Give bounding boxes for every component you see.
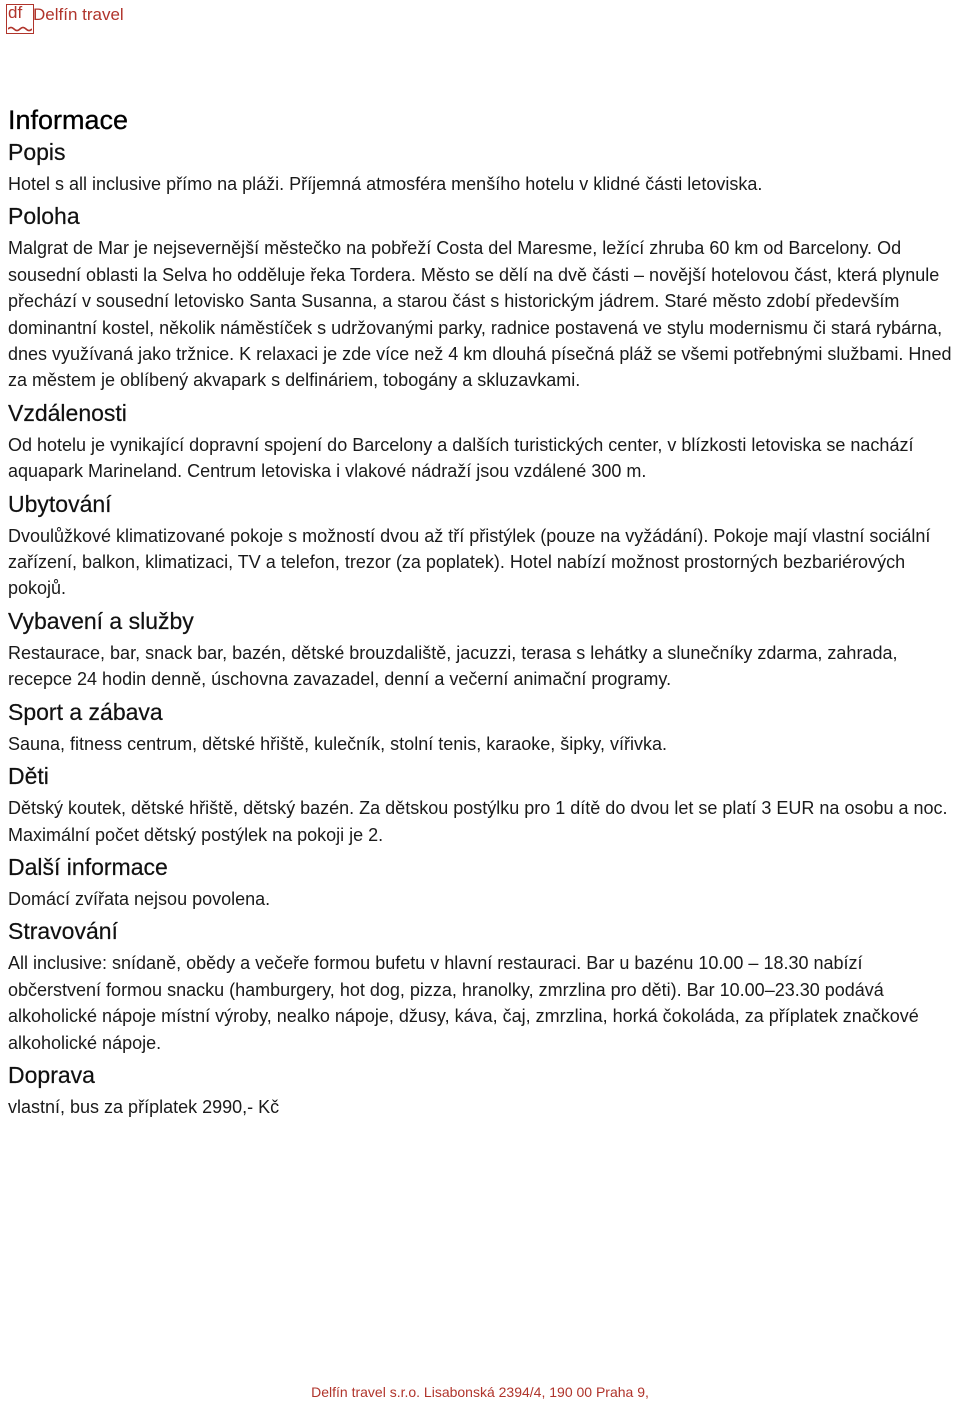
section-text: Dvoulůžkové klimatizované pokoje s možností dvou až tří přistýlek (pouze na vyžádání). Pokoje mají vlastní sociální zařízení, balkon, klimatizaci, TV a telefon, trezor (za poplatek). Hotel nabízí možnost prostorných bezbariérových pokojů. — [8, 525, 931, 599]
brand-name[interactable]: Delfín travel — [33, 5, 124, 24]
section-text: All inclusive: snídaně, obědy a večeře formou bufetu v hlavní restauraci. Bar u bazénu 10.00 – 18.30 nabízí občerstvení formou snacku (hamburgery, hot dog, pizza, hranolky, zmrzlina pro děti). Bar 10.00–23.30 podává alkoholické nápoje místní výroby, nealko nápoje, džusy, káva, čaj, zmrzlina, horká čokoláda, za příplatek značkové alkoholické nápoje. — [8, 953, 919, 1053]
section-text: Od hotelu je vynikající dopravní spojení do Barcelony a dalších turistických center, v blízkosti letoviska se nachází aquapark Marineland. Centrum letoviska i vlakové nádraží jsou vzdálené 300 m. — [8, 434, 914, 482]
delfin-logo[interactable] — [6, 4, 34, 34]
section-text: Sauna, fitness centrum, dětské hřiště, kulečník, stolní tenis, karaoke, šipky, vířivka. — [8, 733, 667, 754]
section-sport — [8, 697, 960, 757]
section-text: vlastní, bus za příplatek 2990,- Kč — [8, 1096, 280, 1117]
section-heading: Doprava — [8, 1061, 95, 1088]
section-deti — [8, 761, 960, 848]
section-heading: Děti — [8, 763, 49, 790]
section-text: Hotel s all inclusive přímo na pláži. Příjemná atmosféra menšího hotelu v klidné části letoviska. — [8, 174, 763, 194]
footer-address: Delfín travel s.r.o. Lisabonská 2394/4, 190 00 Praha 9, — [311, 1384, 649, 1400]
section-text: Restaurace, bar, snack bar, bazén, dětské brouzdaliště, jacuzzi, terasa s lehátky a slunečníky zdarma, zahrada, recepce 24 hodin denně, úschovna zavazadel, denní a večerní animační programy. — [8, 642, 898, 690]
section-text: Malgrat de Mar je nejsevernější městečko na pobřeží Costa del Maresme, ležící zhruba 60 km od Barcelony. Od sousední oblasti la Selva ho odděluje řeka Tordera. Město se dělí na dvě části – novější hotelovou část, která plynule přechází v sousední letovisko Santa Susanna, a starou část s historickým jádrem. Staré město zdobí především dominantní kostel, několik náměstíček s udržovanými parky, radnice postavená ve stylu modernismu či stará rybárna, dnes využívaná jako tržnice. K relaxaci je zde více než 4 km dlouhá písečná pláž se všemi potřebnými službami. Hned za městem je oblíbený akvapark s delfináriem, tobogány a skluzavkami. — [8, 238, 952, 391]
section-doprava — [8, 1060, 960, 1120]
section-heading: Vybavení a služby — [8, 607, 194, 634]
section-vybaveni — [8, 606, 960, 693]
section-text: Dětský koutek, dětské hřiště, dětský bazén. Za dětskou postýlku pro 1 dítě do dvou let se platí 3 EUR na osobu a noc. Maximální počet dětský postýlek na pokoji je 2. — [8, 798, 948, 845]
section-popis — [8, 137, 960, 197]
section-heading: Poloha — [8, 203, 80, 230]
section-heading: Ubytování — [8, 490, 112, 517]
section-text: Domácí zvířata nejsou povolena. — [8, 888, 271, 909]
section-ubytovani — [8, 489, 960, 602]
section-heading: Popis — [8, 139, 66, 165]
wave-icon — [8, 26, 32, 32]
header — [6, 4, 124, 38]
section-vzdalenosti — [8, 398, 960, 485]
logo-text: df — [8, 3, 23, 22]
section-heading: Stravování — [8, 918, 118, 945]
section-stravovani — [8, 916, 960, 1056]
section-heading: Sport a zábava — [8, 698, 163, 725]
section-heading: Vzdálenosti — [8, 399, 127, 426]
document-content — [8, 103, 960, 1124]
section-dalsi-informace — [8, 852, 960, 912]
page-title: Informace — [8, 105, 129, 135]
section-poloha — [8, 201, 960, 393]
section-heading: Další informace — [8, 853, 168, 880]
